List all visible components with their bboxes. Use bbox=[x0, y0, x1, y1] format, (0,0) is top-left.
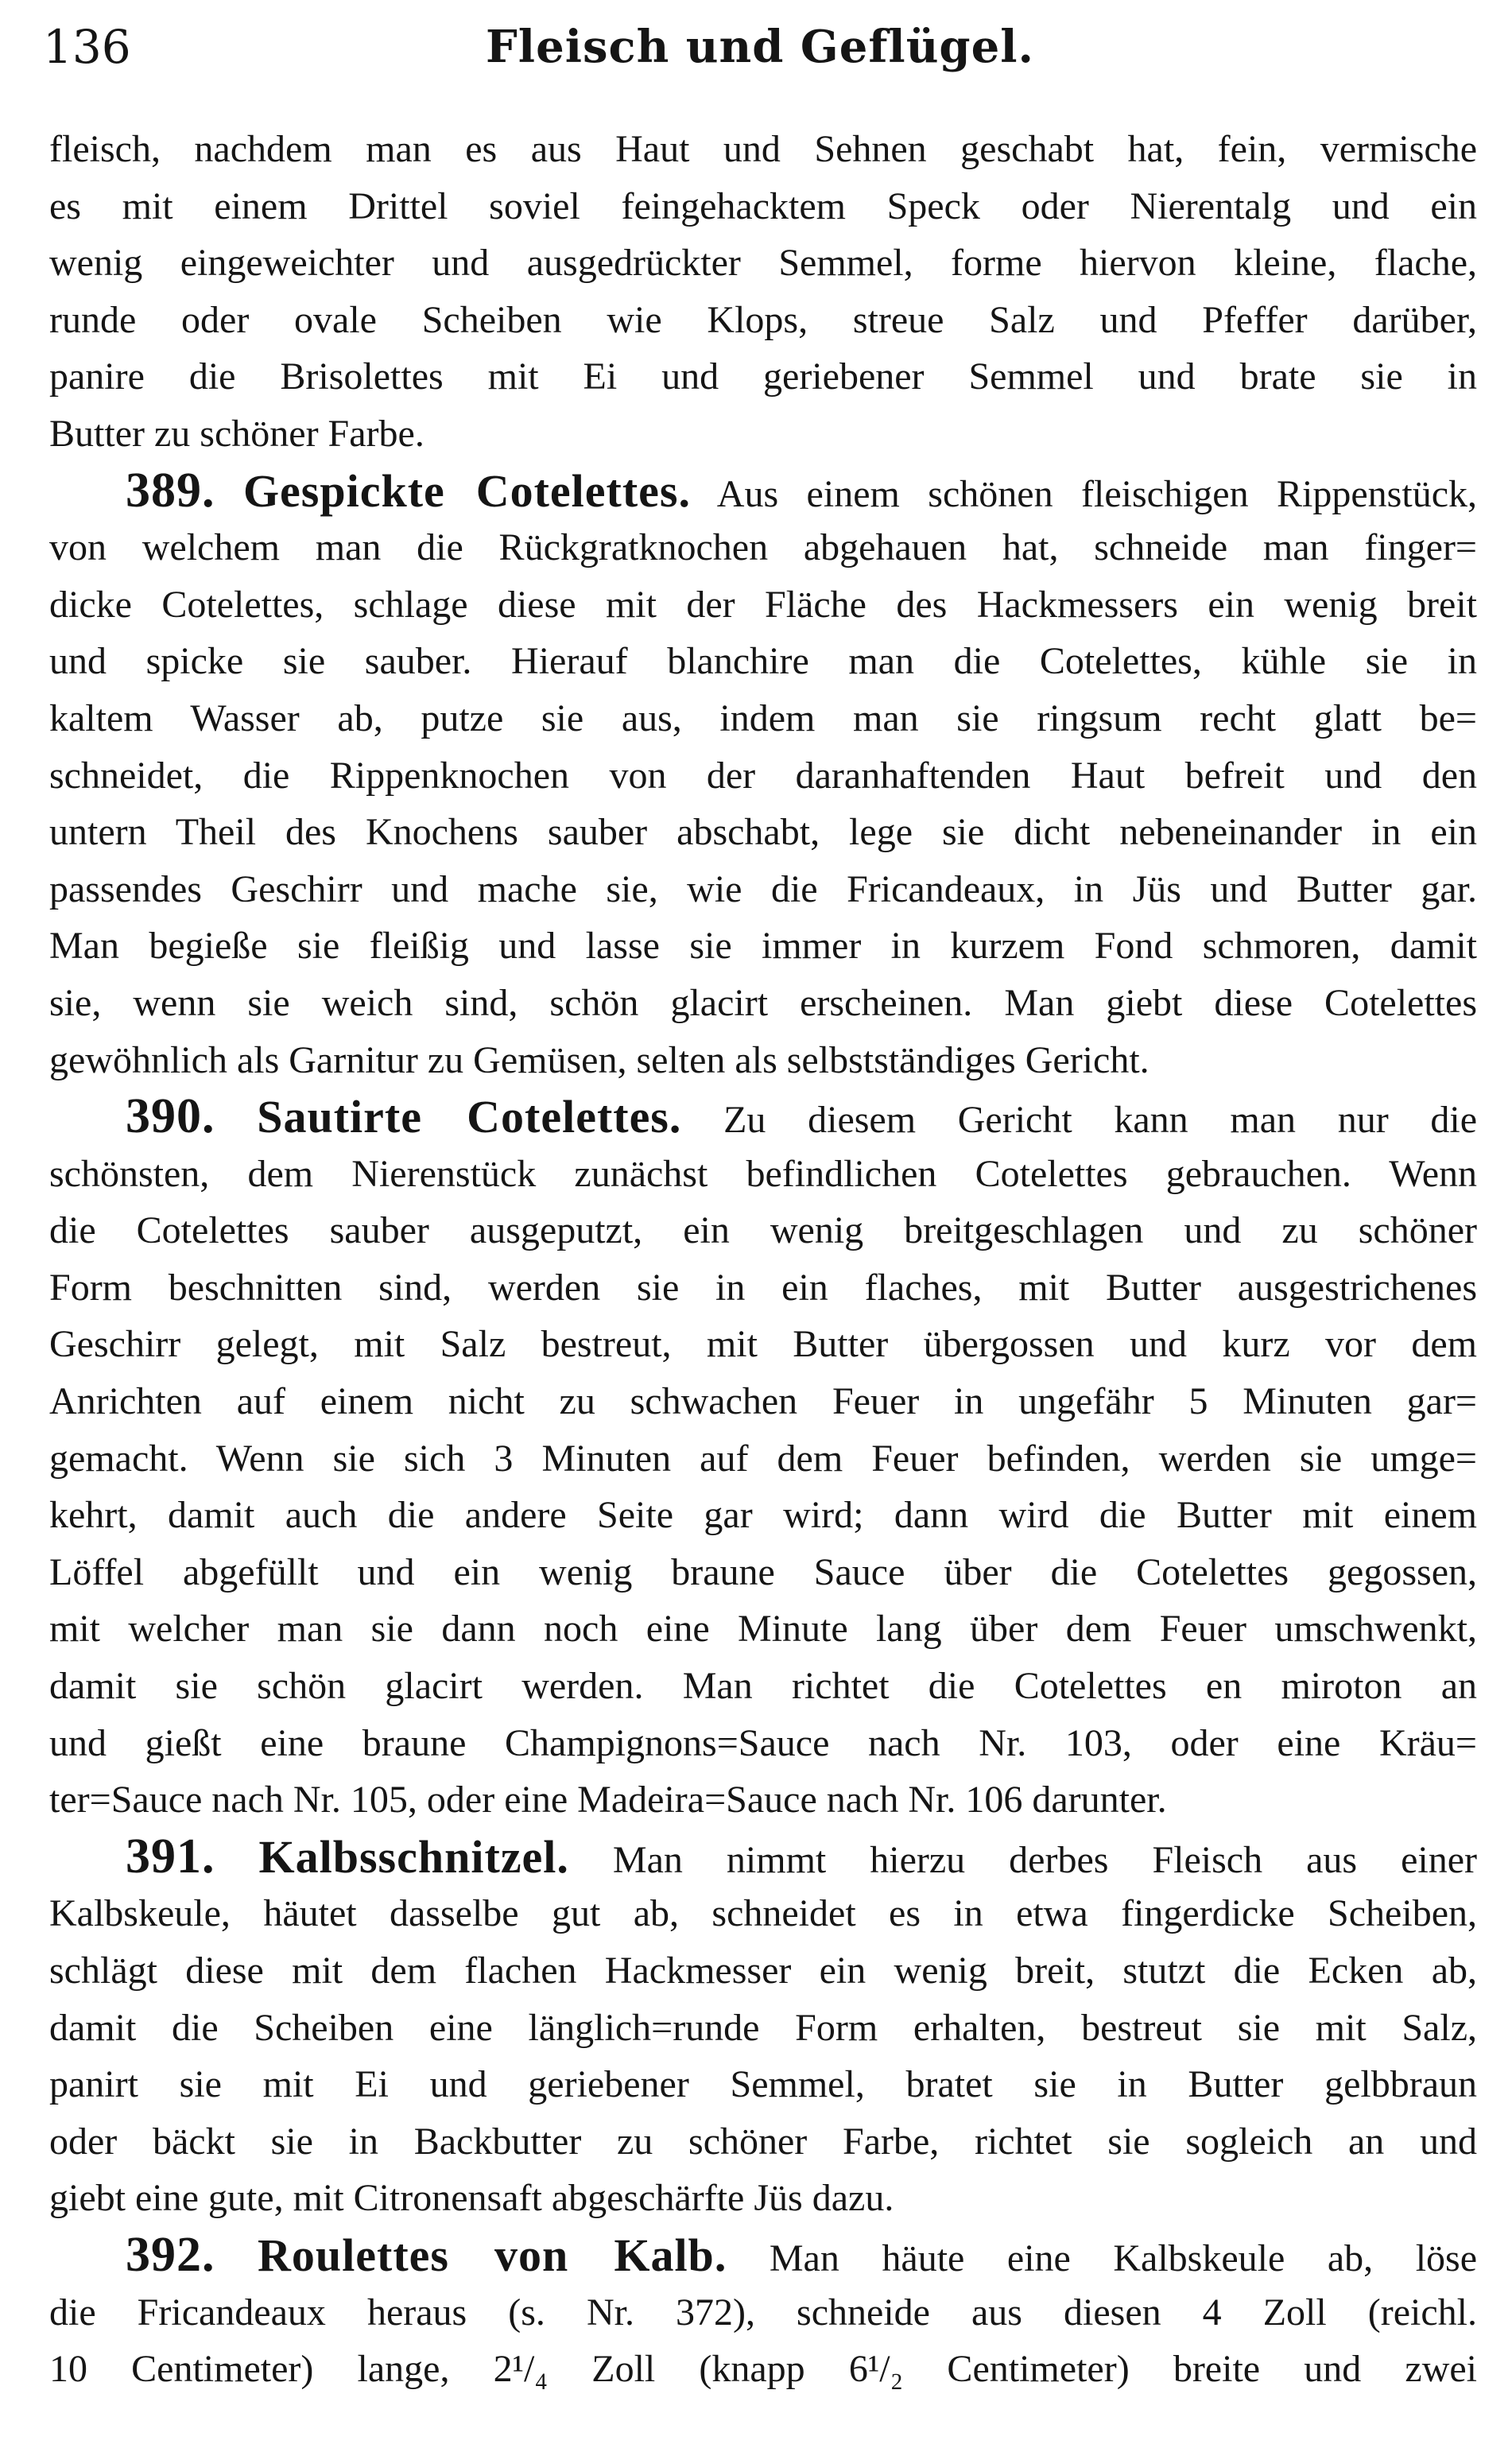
page-number: 136 bbox=[43, 20, 131, 74]
text-line: gemacht. Wenn sie sich 3 Minuten auf dem Feuer befinden, werden sie umge= bbox=[49, 1437, 1477, 1480]
text-line: passendes Geschirr und mache sie, wie die Fricandeaux, in Jüs und Butter gar. bbox=[49, 867, 1477, 910]
text-line: runde oder ovale Scheiben wie Klops, streue Salz und Pfeffer darüber, bbox=[49, 298, 1477, 341]
text-line: untern Theil des Knochens sauber abschabt, lege sie dicht nebeneinander in ein bbox=[49, 811, 1477, 854]
recipe-number: 392. bbox=[126, 2227, 215, 2282]
recipe-title: Roulettes von Kalb. bbox=[258, 2229, 727, 2281]
page-header bbox=[43, 11, 1477, 83]
text-line: die Cotelettes sauber ausgeputzt, ein wenig breitgeschlagen und zu schöner bbox=[49, 1209, 1477, 1252]
text-line: panire die Brisolettes mit Ei und geriebener Semmel und brate sie in bbox=[49, 355, 1477, 398]
recipe-heading-line bbox=[49, 463, 1477, 520]
text-line: oder bäckt sie in Backbutter zu schöner Farbe, richtet sie sogleich an und bbox=[49, 2120, 1477, 2163]
recipe-first-line: Man häute eine Kalbskeule ab, löse bbox=[769, 2237, 1477, 2279]
body-text bbox=[49, 121, 1477, 2398]
recipe-number: 389. bbox=[126, 463, 215, 518]
text-line: Man begieße sie fleißig und lasse sie immer in kurzem Fond schmoren, damit bbox=[49, 925, 1477, 968]
text-line: Anrichten auf einem nicht zu schwachen Feuer in ungefähr 5 Minuten gar= bbox=[49, 1380, 1477, 1423]
text-line: gewöhnlich als Garnitur zu Gemüsen, selten als selbstständiges Gericht. bbox=[49, 1038, 1150, 1081]
recipe-first-line: Zu diesem Gericht kann man nur die bbox=[723, 1099, 1477, 1142]
text-line: die Fricandeaux heraus (s. Nr. 372), schneide aus diesen 4 Zoll (reichl. bbox=[49, 2291, 1477, 2334]
text-line: dicke Cotelettes, schlage diese mit der Fläche des Hackmessers ein wenig breit bbox=[49, 583, 1477, 626]
recipe-number: 391. bbox=[126, 1829, 215, 1884]
text-line: Geschirr gelegt, mit Salz bestreut, mit Butter übergossen und kurz vor dem bbox=[49, 1323, 1477, 1366]
text-line: und spicke sie sauber. Hierauf blanchire man die Cotelettes, kühle sie in bbox=[49, 640, 1477, 683]
recipe-title: Sautirte Cotelettes. bbox=[257, 1091, 682, 1143]
text-line: 10 Centimeter) lange, 2¹/₄ Zoll (knapp 6¹/₂ Centimeter) breite und zwei bbox=[49, 2348, 1477, 2391]
text-line: und gießt eine braune Champignons=Sauce nach Nr. 103, oder eine Kräu= bbox=[49, 1721, 1477, 1764]
text-line: Form beschnitten sind, werden sie in ein flaches, mit Butter ausgestrichenes bbox=[49, 1266, 1477, 1309]
text-line: panirt sie mit Ei und geriebener Semmel, bratet sie in Butter gelbbraun bbox=[49, 2063, 1477, 2106]
recipe-title: Kalbsschnitzel. bbox=[258, 1830, 569, 1883]
text-line: giebt eine gute, mit Citronensaft abgeschärfte Jüs dazu. bbox=[49, 2177, 894, 2220]
recipe-first-line: Aus einem schönen fleischigen Rippenstück, bbox=[716, 472, 1477, 515]
text-line: Löffel abgefüllt und ein wenig braune Sauce über die Cotelettes gegossen, bbox=[49, 1550, 1477, 1593]
recipe-first-line: Man nimmt hierzu derbes Fleisch aus einer bbox=[612, 1838, 1477, 1881]
text-line: Butter zu schöner Farbe. bbox=[49, 412, 425, 455]
text-line: damit die Scheiben eine länglich=runde Form erhalten, bestreut sie mit Salz, bbox=[49, 2006, 1477, 2049]
running-title: Fleisch und Geflügel. bbox=[486, 21, 1034, 73]
text-line: von welchem man die Rückgratknochen abgehauen hat, schneide man finger= bbox=[49, 526, 1477, 569]
recipe-heading-line bbox=[49, 2227, 1477, 2284]
text-line: wenig eingeweichter und ausgedrückter Semmel, forme hiervon kleine, flache, bbox=[49, 242, 1477, 285]
recipe-heading-line bbox=[49, 1088, 1477, 1146]
recipe-title: Gespickte Cotelettes. bbox=[242, 464, 691, 517]
text-line: kaltem Wasser ab, putze sie aus, indem man sie ringsum recht glatt be= bbox=[49, 696, 1477, 739]
recipe-heading-line bbox=[49, 1829, 1477, 1886]
recipe-number: 390. bbox=[126, 1089, 215, 1144]
text-line: kehrt, damit auch die andere Seite gar wird; dann wird die Butter mit einem bbox=[49, 1494, 1477, 1537]
text-line: damit sie schön glacirt werden. Man richtet die Cotelettes en miroton an bbox=[49, 1665, 1477, 1708]
text-line: fleisch, nachdem man es aus Haut und Sehnen geschabt hat, fein, vermische bbox=[49, 128, 1477, 170]
text-line: sie, wenn sie weich sind, schön glacirt erscheinen. Man giebt diese Cotelettes bbox=[49, 981, 1477, 1024]
text-line: Kalbskeule, häutet dasselbe gut ab, schneidet es in etwa fingerdicke Scheiben, bbox=[49, 1892, 1477, 1935]
text-line: ter=Sauce nach Nr. 105, oder eine Madeira=Sauce nach Nr. 106 darunter. bbox=[49, 1779, 1167, 1822]
text-line: es mit einem Drittel soviel feingehacktem Speck oder Nierentalg und ein bbox=[49, 184, 1477, 227]
text-line: mit welcher man sie dann noch eine Minute lang über dem Feuer umschwenkt, bbox=[49, 1608, 1477, 1651]
text-line: schönsten, dem Nierenstück zunächst befindlichen Cotelettes gebrauchen. Wenn bbox=[49, 1152, 1477, 1195]
text-line: schneidet, die Rippenknochen von der daranhaftenden Haut befreit und den bbox=[49, 754, 1477, 797]
text-line: schlägt diese mit dem flachen Hackmesser ein wenig breit, stutzt die Ecken ab, bbox=[49, 1950, 1477, 1992]
